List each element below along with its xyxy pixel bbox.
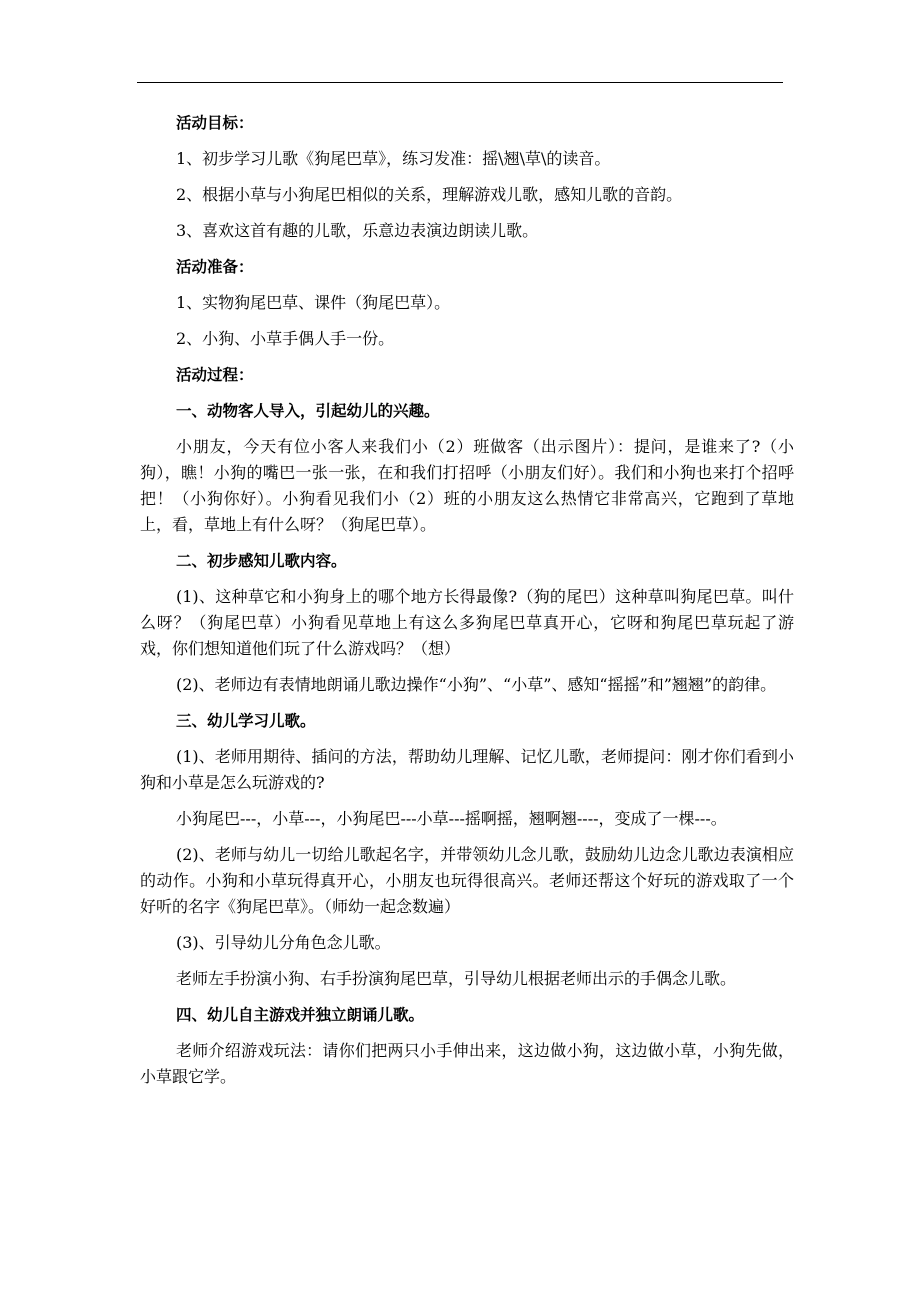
- step-heading: 一、动物客人导入，引起幼儿的兴趣。: [176, 401, 440, 420]
- body-paragraph: (1)、老师用期待、插问的方法，帮助幼儿理解、记忆儿歌，老师提问：刚才你们看到小狗和小草是怎么玩游戏的?: [140, 747, 794, 792]
- section-heading: 活动准备：: [176, 258, 254, 276]
- body-paragraph: 小朋友，今天有位小客人来我们小（2）班做客（出示图片）：提问，是谁来了?（小狗），瞧！小狗的嘴巴一张一张，在和我们打招呼（小朋友们好）。我们和小狗也来打个招呼把！（小狗你好）。小狗看见我们小（2）班的小朋友这么热情它非常高兴，它跑到了草地上，看，草地上有什么呀？（狗尾巴草）。: [140, 437, 794, 534]
- section-heading: 活动过程：: [176, 366, 254, 384]
- section-heading: 活动目标：: [176, 114, 254, 132]
- body-paragraph: 老师介绍游戏玩法：请你们把两只小手伸出来，这边做小狗，这边做小草，小狗先做，小草跟它学。: [140, 1041, 794, 1086]
- body-paragraph: 2、小狗、小草手偶人手一份。: [176, 329, 395, 348]
- body-paragraph: (1)、这种草它和小狗身上的哪个地方长得最像?（狗的尾巴）这种草叫狗尾巴草。叫什么呀？（狗尾巴草）小狗看见草地上有这么多狗尾巴草真开心，它呀和狗尾巴草玩起了游戏，你们想知道他们玩了什么游戏吗？（想）: [140, 587, 794, 658]
- document-body: [140, 110, 794, 1100]
- step-heading: 二、初步感知儿歌内容。: [176, 551, 347, 570]
- body-paragraph: 1、实物狗尾巴草、课件（狗尾巴草）。: [176, 293, 451, 312]
- step-heading: 四、幼儿自主游戏并独立朗诵儿歌。: [176, 1005, 425, 1024]
- body-paragraph: 老师左手扮演小狗、右手扮演狗尾巴草，引导幼儿根据老师出示的手偶念儿歌。: [176, 969, 737, 988]
- body-paragraph: 3、喜欢这首有趣的儿歌，乐意边表演边朗读儿歌。: [176, 221, 539, 240]
- body-paragraph: 1、初步学习儿歌《狗尾巴草》，练习发准：摇\翘\草\的读音。: [176, 149, 611, 168]
- body-paragraph: 小狗尾巴---，小草---，小狗尾巴---小草---摇啊摇，翘啊翘----，变成了一棵---。: [176, 809, 727, 828]
- body-paragraph: (3)、引导幼儿分角色念儿歌。: [176, 933, 391, 952]
- header-rule: [137, 82, 783, 83]
- body-paragraph: (2)、老师与幼儿一切给儿歌起名字，并带领幼儿念儿歌，鼓励幼儿边念儿歌边表演相应的动作。小狗和小草玩得真开心，小朋友也玩得很高兴。老师还帮这个好玩的游戏取了一个好听的名字《狗尾巴草》。（师幼一起念数遍）: [140, 845, 794, 916]
- body-paragraph: 2、根据小草与小狗尾巴相似的关系，理解游戏儿歌，感知儿歌的音韵。: [176, 185, 683, 204]
- body-paragraph: (2)、老师边有表情地朗诵儿歌边操作“小狗”、“小草”、感知“摇摇”和”翘翘”的韵律。: [176, 675, 777, 694]
- step-heading: 三、幼儿学习儿歌。: [176, 711, 316, 730]
